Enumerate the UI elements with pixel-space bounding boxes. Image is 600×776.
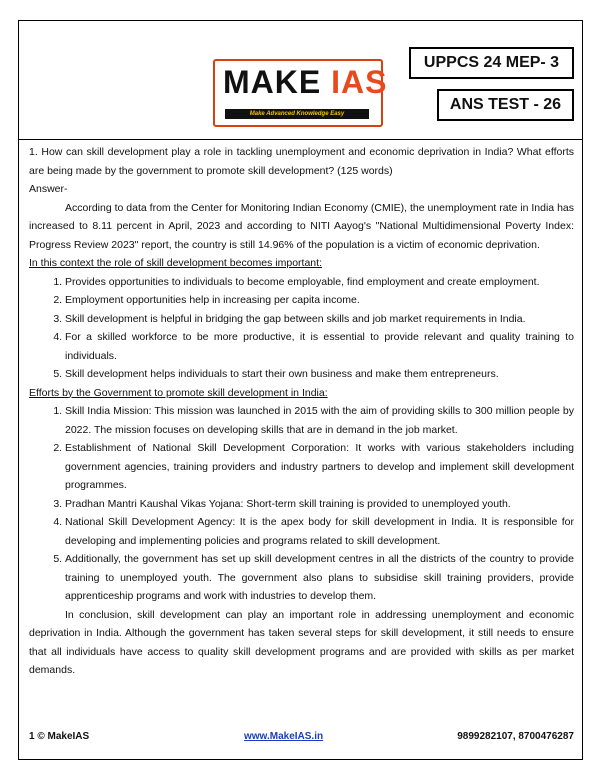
list-item: 3. Skill development is helpful in bridging the gap between skills and job market requirements in India. <box>65 310 574 329</box>
answer-content <box>29 143 574 680</box>
logo-ias-text: IAS <box>331 64 388 100</box>
section1-heading: In this context the role of skill development becomes important: <box>29 257 322 269</box>
list-item: 3. Pradhan Mantri Kaushal Vikas Yojana: Short-term skill training is provided to unemployed youth. <box>65 495 574 514</box>
list-item: 1. Provides opportunities to individuals to become employable, find employment and create employment. <box>65 273 574 292</box>
list-item: 5. Additionally, the government has set up skill development centres in all the districts of the country to provide training to unemployed youth. The government also plans to subsidise skill training providers, provide apprenticeship programs and work with industries to develop them. <box>65 550 574 606</box>
section1-list <box>29 273 574 384</box>
list-item: 2. Employment opportunities help in increasing per capita income. <box>65 291 574 310</box>
list-item: 4. National Skill Development Agency: It is the apex body for skill development in India. It is responsible for developing and implementing policies and programs related to skill development. <box>65 513 574 550</box>
footer-phone-numbers: 9899282107, 8700476287 <box>457 731 574 742</box>
conclusion-paragraph: In conclusion, skill development can play an important role in addressing unemployment and economic deprivation in India. Although the government has taken several steps for skill development, it still needs to ensure that all individuals have access to quality skill development programs and are provided with skills as per market demands. <box>29 608 574 676</box>
answer-sheet-page <box>18 20 583 760</box>
makeias-logo <box>213 59 388 127</box>
list-item: 4. For a skilled workforce to be more productive, it is essential to provide relevant and quality training to individuals. <box>65 328 574 365</box>
footer-page-number: 1 © MakeIAS <box>29 731 90 742</box>
logo-make-text: MAKE <box>223 64 322 100</box>
footer-website-link[interactable]: www.MakeIAS.in <box>244 731 324 742</box>
section2-heading: Efforts by the Government to promote skill development in India: <box>29 386 328 399</box>
list-item: 5. Skill development helps individuals to start their own business and make them entrepreneurs. <box>65 365 574 384</box>
exam-name-box: UPPCS 24 MEP- 3 <box>409 47 574 79</box>
page-header <box>19 21 582 140</box>
answer-label: Answer- <box>29 183 68 195</box>
logo-wordmark <box>223 64 387 101</box>
list-item: 1. Skill India Mission: This mission was launched in 2015 with the aim of providing skills to 300 million people by 2022. The mission focuses on developing skills that are in demand in the job market. <box>65 402 574 439</box>
list-item: 2. Establishment of National Skill Development Corporation: It works with various stakeholders including government agencies, training providers and industry partners to develop and implement skill development programmes. <box>65 439 574 495</box>
intro-paragraph: According to data from the Center for Monitoring Indian Economy (CMIE), the unemployment rate in India has increased to 8.11 percent in April, 2023 and according to NITI Aayog's "National Multidimensional Poverty Index: Progress Review 2023" report, the country is still 14.96% of the population is a victim of economic deprivation. <box>29 201 574 251</box>
section2-list <box>29 402 574 606</box>
logo-tagline: Make Advanced Knowledge Easy <box>225 109 369 119</box>
question-text: 1. How can skill development play a role in tackling unemployment and economic deprivation in India? What efforts are being made by the government to promote skill development? (125 words) <box>29 146 574 177</box>
test-name-box: ANS TEST - 26 <box>437 89 574 121</box>
